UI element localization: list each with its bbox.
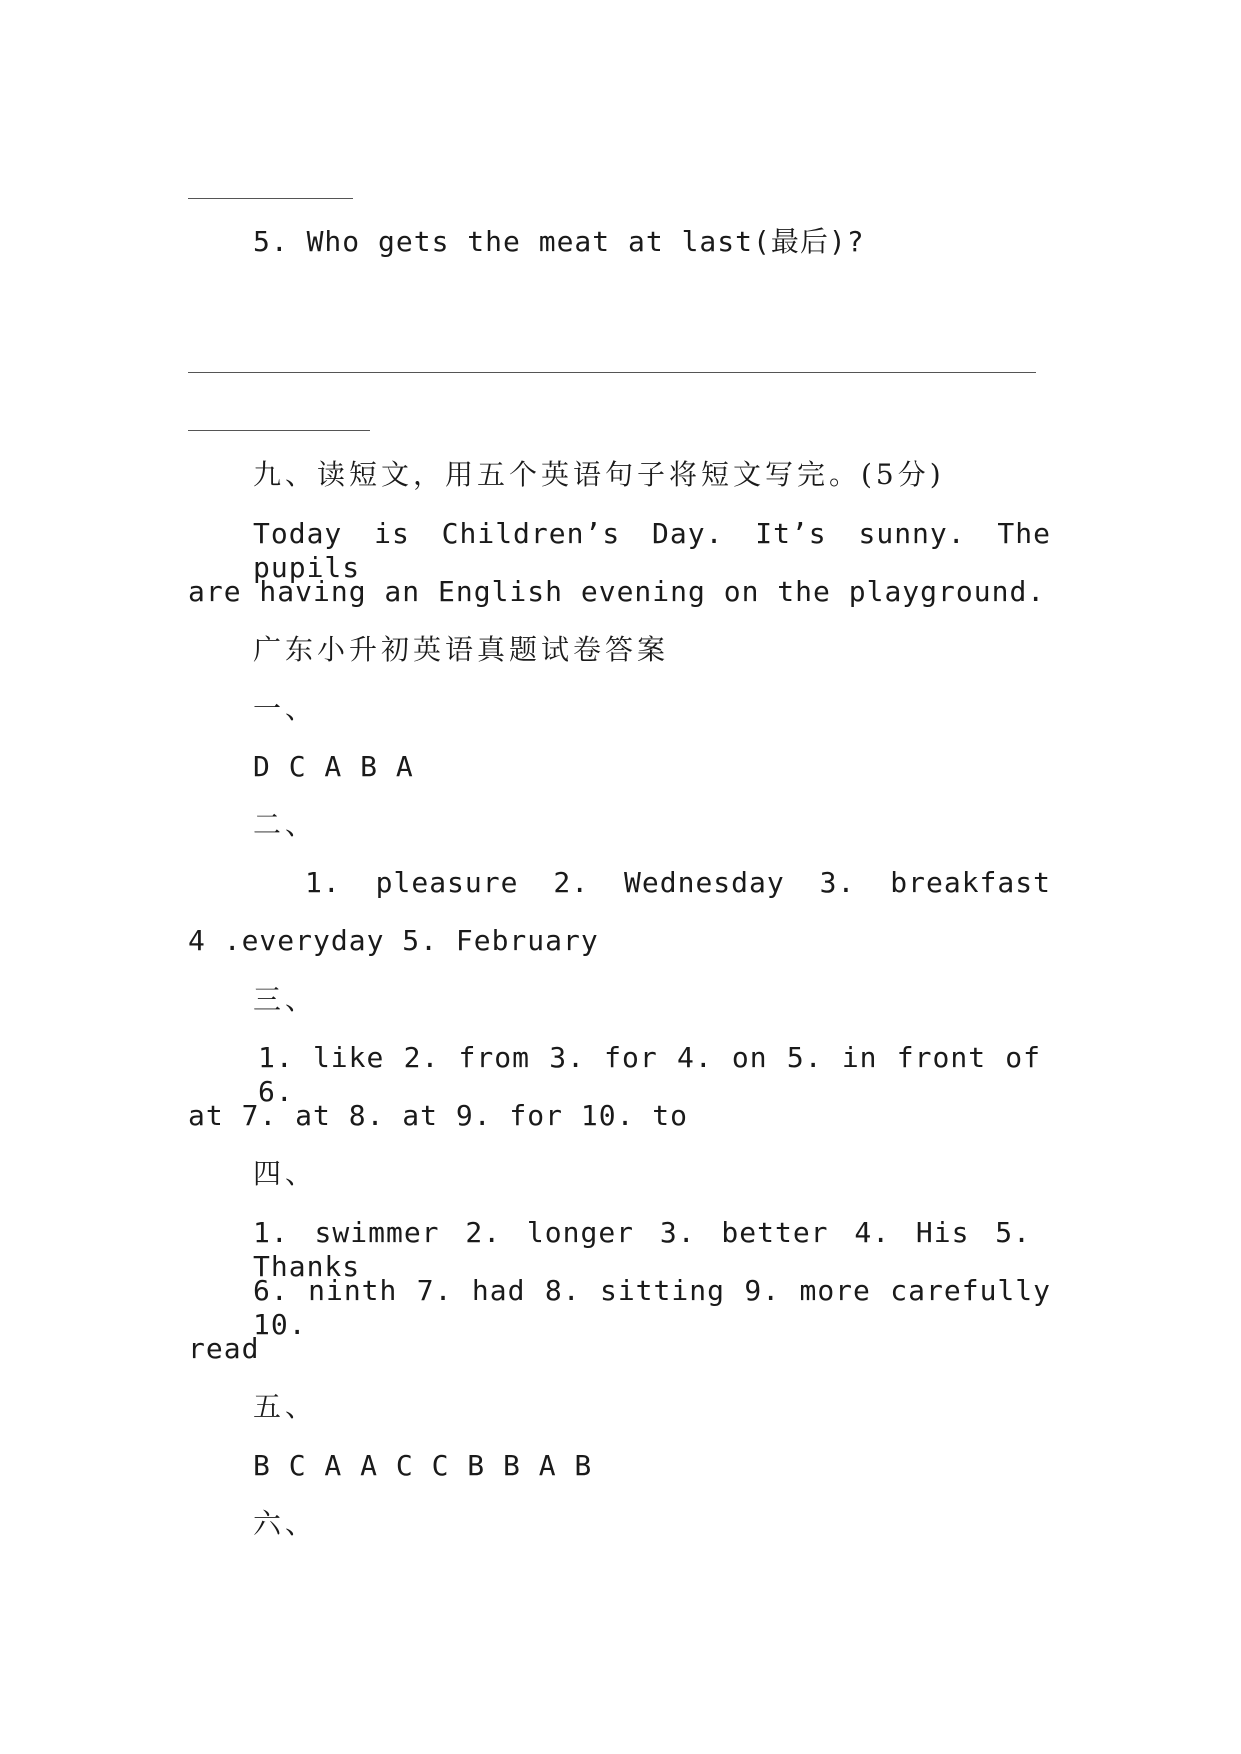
- section-5-label: 五、: [253, 1390, 318, 1423]
- section-3-line-2: at 7. at 8. at 9. for 10. to: [188, 1099, 689, 1132]
- section-3-label: 三、: [253, 983, 318, 1016]
- answer-blank-line: [188, 198, 353, 199]
- section-2-line-1: 1. pleasure 2. Wednesday 3. breakfast: [305, 866, 1051, 899]
- answer-blank-line: [188, 372, 1036, 373]
- section-9-title: 九、读短文，用五个英语句子将短文写完。(5分): [253, 458, 945, 491]
- section-3-line-1: 1. like 2. from 3. for 4. on 5. in front of 6.: [258, 1041, 1041, 1108]
- answer-blank-line: [188, 430, 370, 431]
- answer-key-title: 广东小升初英语真题试卷答案: [253, 633, 670, 666]
- section-5-answers: B C A A C C B B A B: [253, 1449, 593, 1482]
- section-4-line-3: read: [188, 1332, 260, 1365]
- section-4-line-2: 6. ninth 7. had 8. sitting 9. more carefully 10.: [253, 1274, 1051, 1341]
- section-6-label: 六、: [253, 1507, 318, 1540]
- passage-line-2: are having an English evening on the playground.: [188, 575, 1046, 608]
- section-2-label: 二、: [253, 808, 318, 841]
- section-4-line-1: 1. swimmer 2. longer 3. better 4. His 5. Thanks: [253, 1216, 1031, 1283]
- question-5: 5. Who gets the meat at last(最后)?: [253, 225, 865, 258]
- section-2-line-2: 4 .everyday 5. February: [188, 924, 599, 957]
- passage-line-1: Today is Children’s Day. It’s sunny. The pupils: [253, 517, 1051, 584]
- section-1-answers: D C A B A: [253, 750, 414, 783]
- section-4-label: 四、: [253, 1157, 318, 1190]
- section-1-label: 一、: [253, 692, 318, 725]
